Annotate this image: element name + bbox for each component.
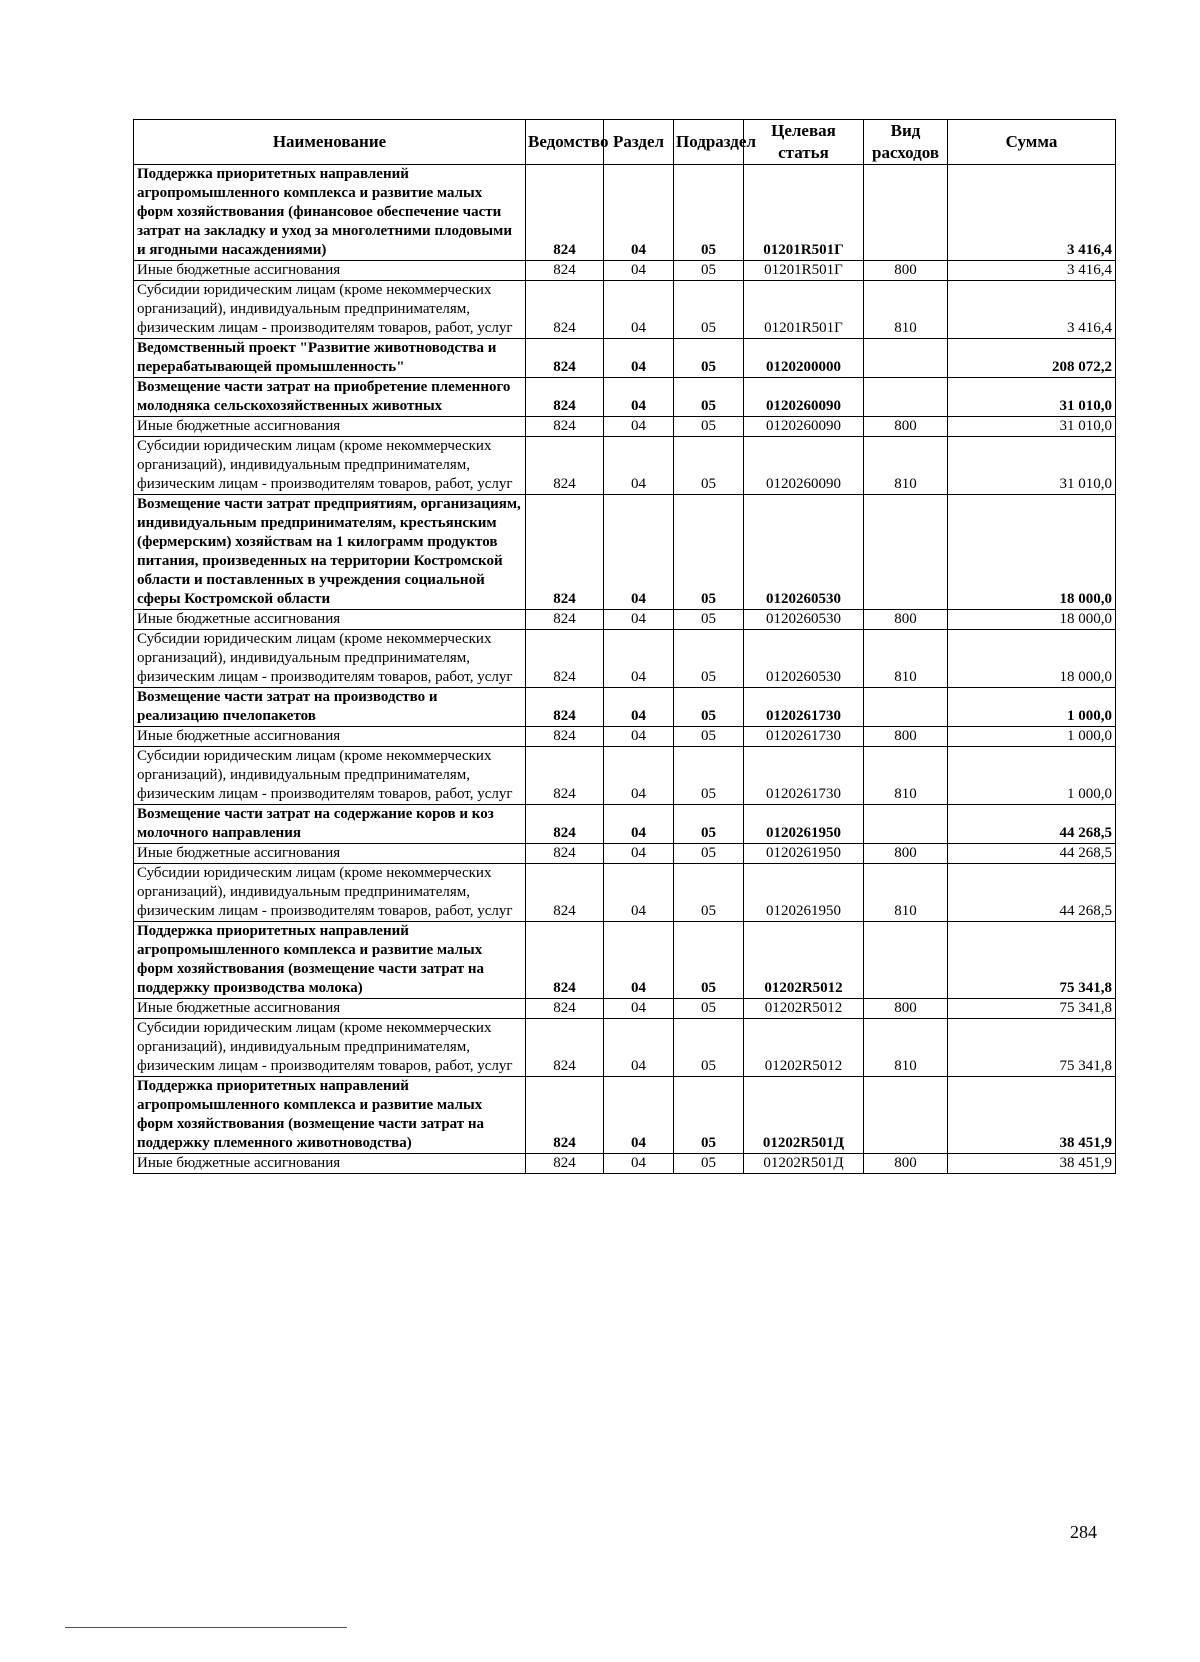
cell-target: 01202R5012 — [744, 999, 864, 1019]
cell-section: 04 — [604, 339, 674, 378]
cell-target: 0120261950 — [744, 844, 864, 864]
cell-name: Иные бюджетные ассигнования — [134, 610, 526, 630]
table-row — [134, 688, 1116, 727]
cell-ministry: 824 — [526, 747, 604, 805]
table-row — [134, 378, 1116, 417]
cell-section: 04 — [604, 281, 674, 339]
cell-expense-type: 800 — [864, 1154, 948, 1174]
cell-subsection: 05 — [674, 727, 744, 747]
cell-target: 0120261950 — [744, 864, 864, 922]
cell-expense-type — [864, 339, 948, 378]
cell-ministry: 824 — [526, 378, 604, 417]
cell-name: Субсидии юридическим лицам (кроме некоммерческих организаций), индивидуальным предпринимателям, физическим лицам - производителям товаров, работ, услуг — [134, 281, 526, 339]
header-row — [134, 120, 1116, 165]
cell-target: 0120260530 — [744, 495, 864, 610]
cell-name: Иные бюджетные ассигнования — [134, 1154, 526, 1174]
cell-name: Иные бюджетные ассигнования — [134, 844, 526, 864]
cell-expense-type — [864, 805, 948, 844]
cell-target: 01202R5012 — [744, 1019, 864, 1077]
cell-subsection: 05 — [674, 165, 744, 261]
cell-name: Субсидии юридическим лицам (кроме некоммерческих организаций), индивидуальным предпринимателям, физическим лицам - производителям товаров, работ, услуг — [134, 747, 526, 805]
cell-ministry: 824 — [526, 688, 604, 727]
cell-section: 04 — [604, 437, 674, 495]
table-row — [134, 261, 1116, 281]
cell-amount: 75 341,8 — [948, 1019, 1116, 1077]
cell-target: 0120260530 — [744, 630, 864, 688]
cell-section: 04 — [604, 999, 674, 1019]
cell-ministry: 824 — [526, 844, 604, 864]
cell-section: 04 — [604, 417, 674, 437]
table-row — [134, 922, 1116, 999]
table-row — [134, 1019, 1116, 1077]
cell-ministry: 824 — [526, 281, 604, 339]
cell-amount: 44 268,5 — [948, 844, 1116, 864]
cell-name: Иные бюджетные ассигнования — [134, 727, 526, 747]
cell-expense-type — [864, 1077, 948, 1154]
table-row — [134, 495, 1116, 610]
cell-subsection: 05 — [674, 999, 744, 1019]
cell-subsection: 05 — [674, 1019, 744, 1077]
table-row — [134, 747, 1116, 805]
cell-section: 04 — [604, 630, 674, 688]
cell-expense-type: 810 — [864, 747, 948, 805]
cell-amount: 31 010,0 — [948, 417, 1116, 437]
cell-amount: 208 072,2 — [948, 339, 1116, 378]
cell-target: 0120260530 — [744, 610, 864, 630]
table-row — [134, 281, 1116, 339]
cell-expense-type — [864, 922, 948, 999]
cell-target: 0120261730 — [744, 688, 864, 727]
table-row — [134, 727, 1116, 747]
cell-expense-type: 810 — [864, 864, 948, 922]
cell-name: Субсидии юридическим лицам (кроме некоммерческих организаций), индивидуальным предпринимателям, физическим лицам - производителям товаров, работ, услуг — [134, 864, 526, 922]
cell-ministry: 824 — [526, 495, 604, 610]
cell-name: Субсидии юридическим лицам (кроме некоммерческих организаций), индивидуальным предпринимателям, физическим лицам - производителям товаров, работ, услуг — [134, 1019, 526, 1077]
cell-name: Ведомственный проект "Развитие животноводства и перерабатывающей промышленность" — [134, 339, 526, 378]
cell-subsection: 05 — [674, 864, 744, 922]
cell-amount: 3 416,4 — [948, 261, 1116, 281]
cell-ministry: 824 — [526, 339, 604, 378]
cell-amount: 44 268,5 — [948, 805, 1116, 844]
cell-target: 0120261950 — [744, 805, 864, 844]
cell-subsection: 05 — [674, 747, 744, 805]
cell-name: Иные бюджетные ассигнования — [134, 261, 526, 281]
cell-subsection: 05 — [674, 630, 744, 688]
cell-ministry: 824 — [526, 630, 604, 688]
cell-subsection: 05 — [674, 495, 744, 610]
cell-name: Иные бюджетные ассигнования — [134, 417, 526, 437]
cell-ministry: 824 — [526, 1019, 604, 1077]
table-row — [134, 1077, 1116, 1154]
cell-target: 0120261730 — [744, 747, 864, 805]
cell-subsection: 05 — [674, 339, 744, 378]
table-row — [134, 844, 1116, 864]
cell-name: Возмещение части затрат на производство и реализацию пчелопакетов — [134, 688, 526, 727]
cell-target: 01202R5012 — [744, 922, 864, 999]
cell-name: Иные бюджетные ассигнования — [134, 999, 526, 1019]
cell-target: 01202R501Д — [744, 1154, 864, 1174]
cell-expense-type: 800 — [864, 844, 948, 864]
table-header — [134, 120, 1116, 165]
cell-target: 0120260090 — [744, 437, 864, 495]
cell-amount: 3 416,4 — [948, 281, 1116, 339]
cell-expense-type: 800 — [864, 261, 948, 281]
cell-name: Возмещение части затрат на приобретение племенного молодняка сельскохозяйственных животных — [134, 378, 526, 417]
header-expense-type: Вид расходов — [864, 120, 948, 165]
cell-ministry: 824 — [526, 610, 604, 630]
cell-expense-type: 800 — [864, 610, 948, 630]
cell-subsection: 05 — [674, 844, 744, 864]
header-amount: Сумма — [948, 120, 1116, 165]
cell-ministry: 824 — [526, 727, 604, 747]
cell-target: 0120260090 — [744, 417, 864, 437]
cell-section: 04 — [604, 378, 674, 417]
table-row — [134, 1154, 1116, 1174]
cell-amount: 18 000,0 — [948, 610, 1116, 630]
header-name: Наименование — [134, 120, 526, 165]
cell-target: 01201R501Г — [744, 165, 864, 261]
cell-subsection: 05 — [674, 805, 744, 844]
cell-amount: 38 451,9 — [948, 1077, 1116, 1154]
cell-section: 04 — [604, 747, 674, 805]
cell-ministry: 824 — [526, 999, 604, 1019]
header-ministry: Ведомство — [526, 120, 604, 165]
cell-ministry: 824 — [526, 922, 604, 999]
cell-section: 04 — [604, 844, 674, 864]
cell-target: 01201R501Г — [744, 261, 864, 281]
cell-subsection: 05 — [674, 417, 744, 437]
page-number: 284 — [1070, 1522, 1097, 1542]
table-row — [134, 999, 1116, 1019]
cell-ministry: 824 — [526, 437, 604, 495]
cell-amount: 18 000,0 — [948, 630, 1116, 688]
cell-section: 04 — [604, 1154, 674, 1174]
cell-expense-type: 810 — [864, 281, 948, 339]
cell-expense-type — [864, 165, 948, 261]
cell-expense-type: 800 — [864, 999, 948, 1019]
cell-section: 04 — [604, 261, 674, 281]
cell-amount: 1 000,0 — [948, 688, 1116, 727]
cell-ministry: 824 — [526, 261, 604, 281]
table-row — [134, 339, 1116, 378]
cell-subsection: 05 — [674, 378, 744, 417]
cell-amount: 38 451,9 — [948, 1154, 1116, 1174]
cell-expense-type: 800 — [864, 417, 948, 437]
cell-name: Субсидии юридическим лицам (кроме некоммерческих организаций), индивидуальным предпринимателям, физическим лицам - производителям товаров, работ, услуг — [134, 437, 526, 495]
cell-subsection: 05 — [674, 1077, 744, 1154]
cell-target: 0120200000 — [744, 339, 864, 378]
footer-divider — [65, 1627, 347, 1628]
cell-amount: 31 010,0 — [948, 378, 1116, 417]
cell-subsection: 05 — [674, 261, 744, 281]
budget-table — [133, 119, 1116, 1174]
table-row — [134, 417, 1116, 437]
cell-target: 0120260090 — [744, 378, 864, 417]
header-subsection: Подраздел — [674, 120, 744, 165]
cell-name: Поддержка приоритетных направлений агропромышленного комплекса и развитие малых форм хозяйствования (финансовое обеспечение части затрат на закладку и уход за многолетними плодовыми и ягодными насаждениями) — [134, 165, 526, 261]
cell-section: 04 — [604, 610, 674, 630]
table-row — [134, 165, 1116, 261]
cell-subsection: 05 — [674, 1154, 744, 1174]
cell-name: Поддержка приоритетных направлений агропромышленного комплекса и развитие малых форм хозяйствования (возмещение части затрат на поддержку племенного животноводства) — [134, 1077, 526, 1154]
cell-section: 04 — [604, 1077, 674, 1154]
cell-subsection: 05 — [674, 610, 744, 630]
cell-name: Возмещение части затрат на содержание коров и коз молочного направления — [134, 805, 526, 844]
cell-subsection: 05 — [674, 922, 744, 999]
cell-expense-type: 800 — [864, 727, 948, 747]
cell-section: 04 — [604, 1019, 674, 1077]
cell-section: 04 — [604, 805, 674, 844]
cell-subsection: 05 — [674, 688, 744, 727]
cell-section: 04 — [604, 864, 674, 922]
cell-ministry: 824 — [526, 165, 604, 261]
cell-expense-type — [864, 495, 948, 610]
cell-amount: 75 341,8 — [948, 922, 1116, 999]
table-row — [134, 864, 1116, 922]
cell-ministry: 824 — [526, 1154, 604, 1174]
cell-ministry: 824 — [526, 417, 604, 437]
header-target: Целевая статья — [744, 120, 864, 165]
cell-expense-type — [864, 378, 948, 417]
cell-ministry: 824 — [526, 864, 604, 922]
cell-name: Субсидии юридическим лицам (кроме некоммерческих организаций), индивидуальным предпринимателям, физическим лицам - производителям товаров, работ, услуг — [134, 630, 526, 688]
cell-amount: 44 268,5 — [948, 864, 1116, 922]
table-row — [134, 437, 1116, 495]
cell-name: Возмещение части затрат предприятиям, организациям, индивидуальным предпринимателям, крестьянским (фермерским) хозяйствам на 1 килограмм продуктов питания, произведенных на территории Костромской области и поставленных в учреждения социальной сферы Костромской области — [134, 495, 526, 610]
cell-target: 0120261730 — [744, 727, 864, 747]
cell-expense-type: 810 — [864, 630, 948, 688]
cell-section: 04 — [604, 727, 674, 747]
cell-amount: 31 010,0 — [948, 437, 1116, 495]
cell-subsection: 05 — [674, 281, 744, 339]
cell-amount: 1 000,0 — [948, 747, 1116, 805]
cell-ministry: 824 — [526, 805, 604, 844]
cell-ministry: 824 — [526, 1077, 604, 1154]
cell-expense-type — [864, 688, 948, 727]
cell-target: 01202R501Д — [744, 1077, 864, 1154]
cell-section: 04 — [604, 495, 674, 610]
header-section: Раздел — [604, 120, 674, 165]
table-row — [134, 610, 1116, 630]
table-row — [134, 805, 1116, 844]
cell-amount: 75 341,8 — [948, 999, 1116, 1019]
cell-amount: 18 000,0 — [948, 495, 1116, 610]
cell-section: 04 — [604, 688, 674, 727]
cell-name: Поддержка приоритетных направлений агропромышленного комплекса и развитие малых форм хозяйствования (возмещение части затрат на поддержку производства молока) — [134, 922, 526, 999]
table-row — [134, 630, 1116, 688]
cell-expense-type: 810 — [864, 1019, 948, 1077]
cell-subsection: 05 — [674, 437, 744, 495]
cell-expense-type: 810 — [864, 437, 948, 495]
cell-target: 01201R501Г — [744, 281, 864, 339]
cell-section: 04 — [604, 922, 674, 999]
cell-amount: 1 000,0 — [948, 727, 1116, 747]
table-body — [134, 165, 1116, 1174]
cell-amount: 3 416,4 — [948, 165, 1116, 261]
cell-section: 04 — [604, 165, 674, 261]
